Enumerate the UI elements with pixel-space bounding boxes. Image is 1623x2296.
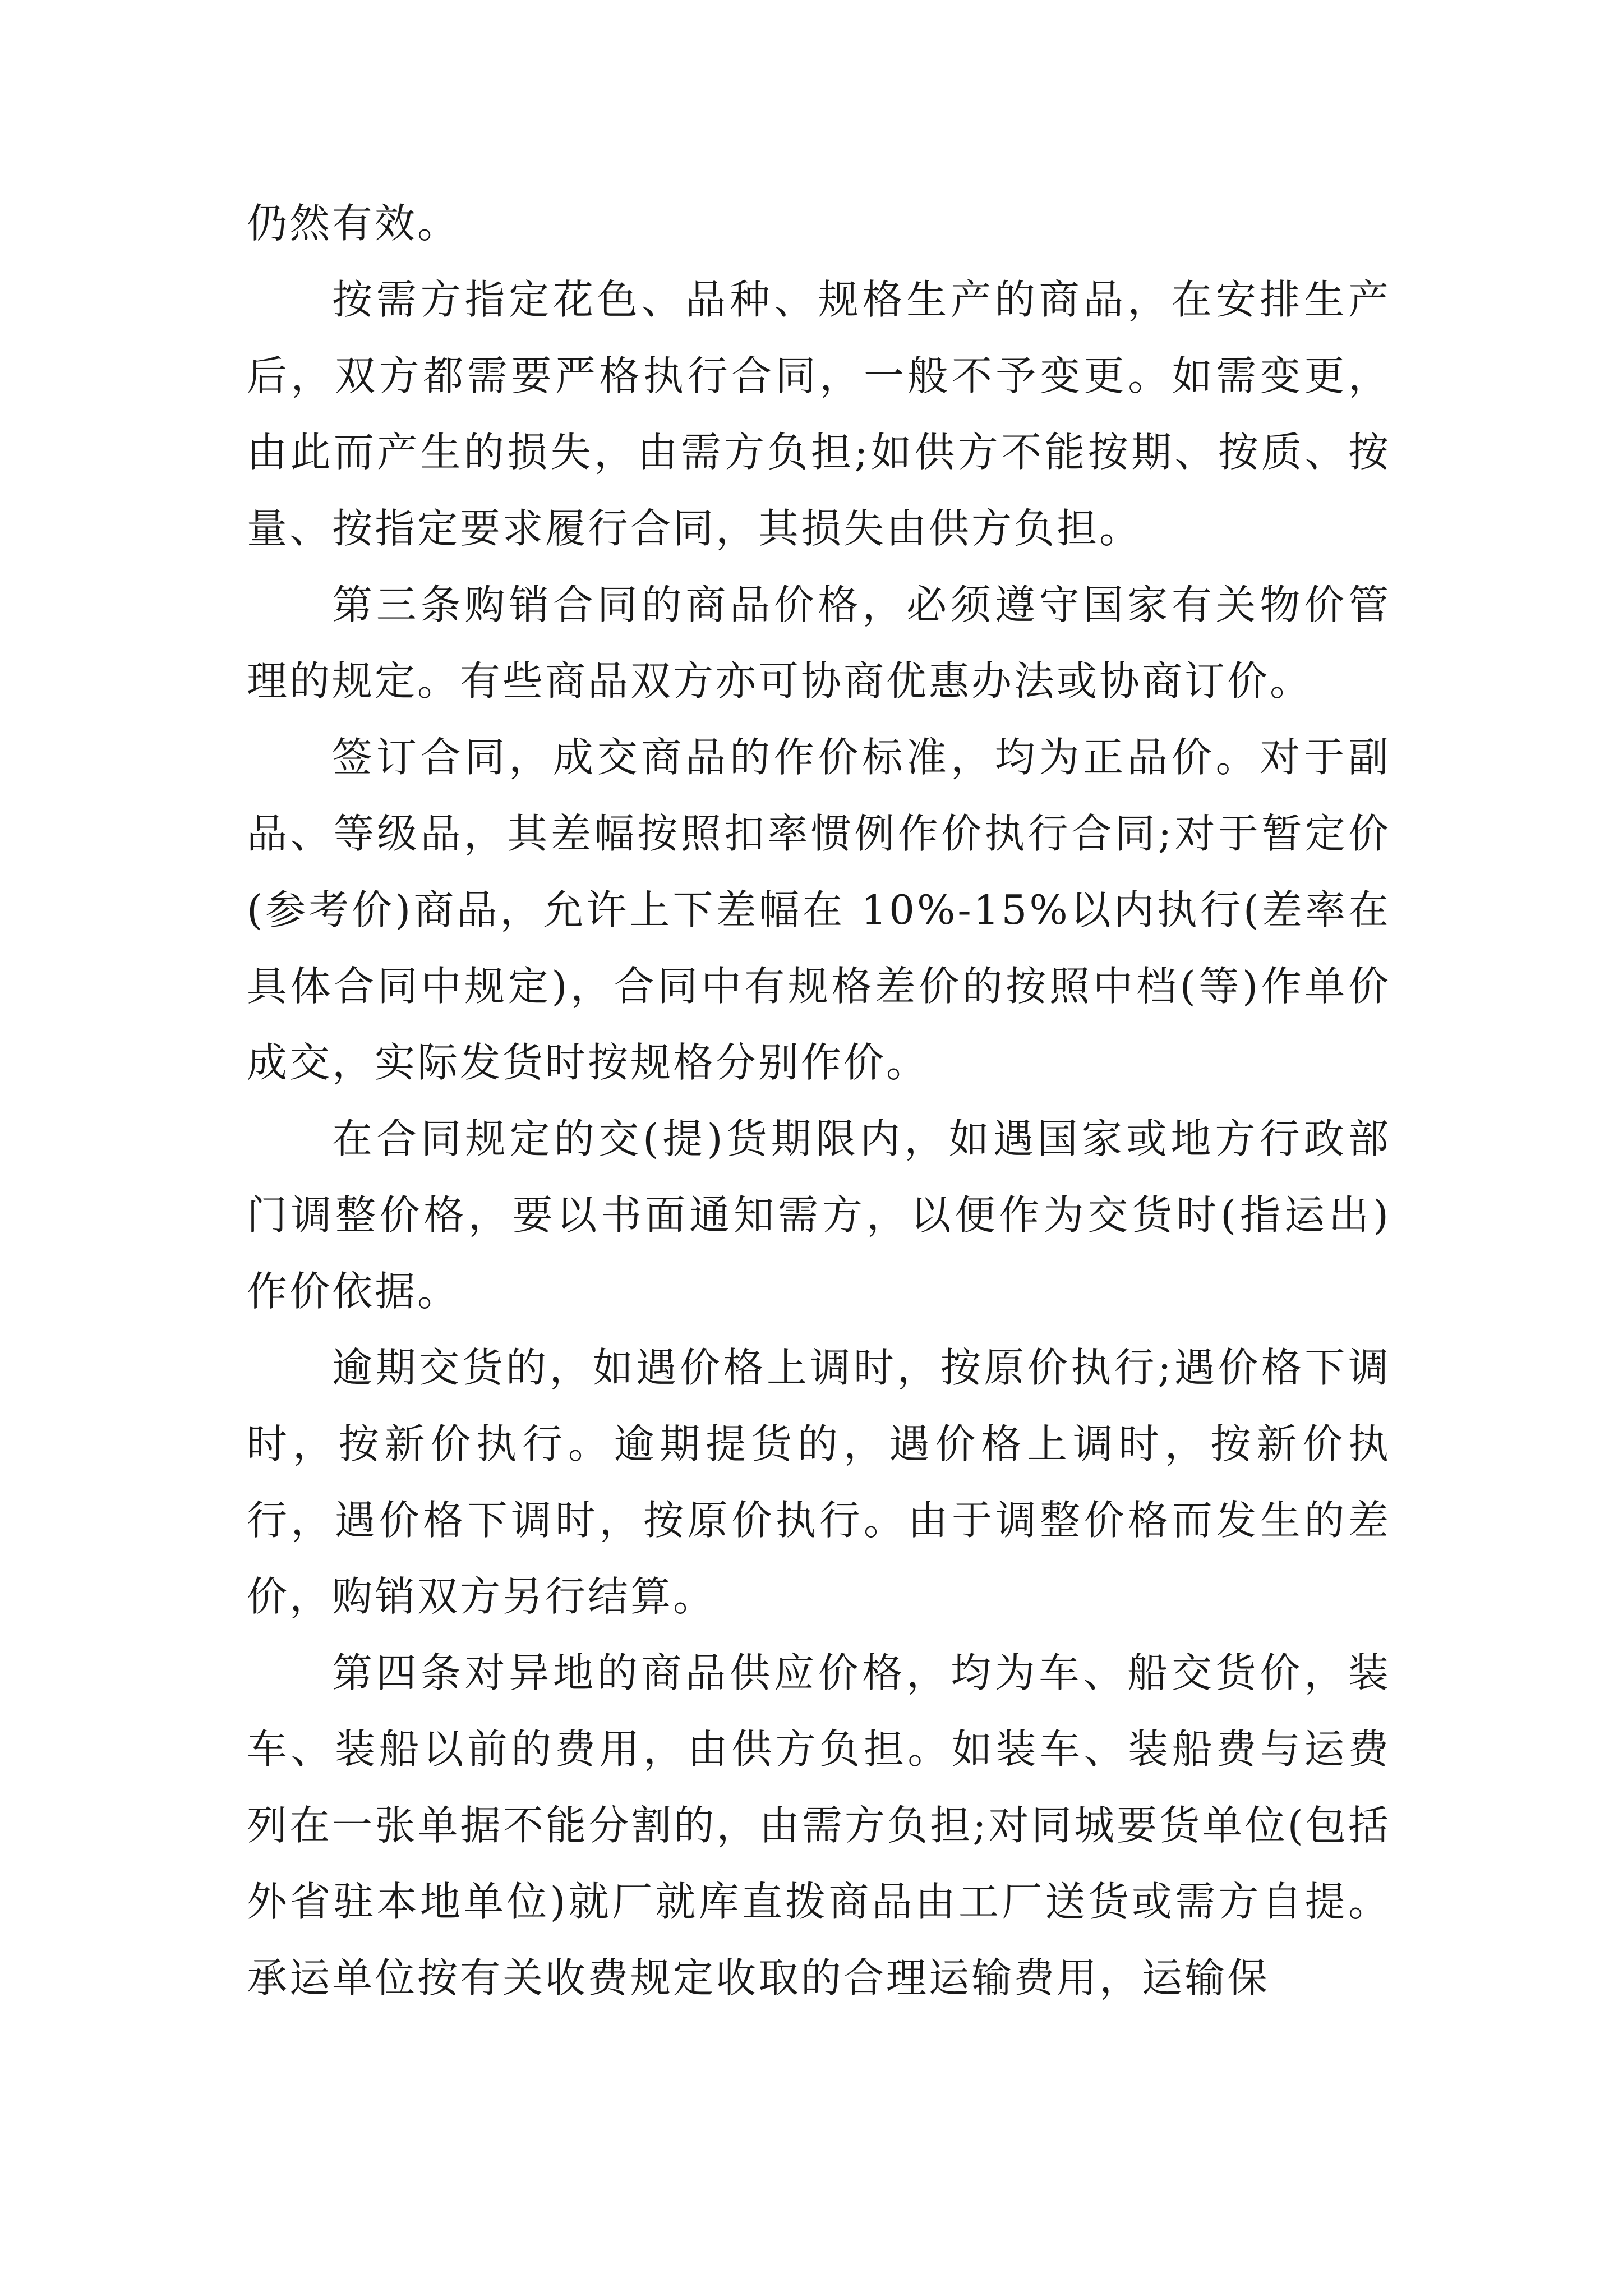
paragraph-5: 在合同规定的交(提)货期限内，如遇国家或地方行政部门调整价格，要以书面通知需方，以便作为交货时(指运出)作价依据。 [247,1115,1391,1315]
paragraph-1: 仍然有效。 [247,200,460,247]
paragraph-3: 第三条购销合同的商品价格，必须遵守国家有关物价管理的规定。有些商品双方亦可协商优惠办法或协商订价。 [247,581,1391,705]
document-body [247,185,1391,2016]
paragraph-6: 逾期交货的，如遇价格上调时，按原价执行;遇价格下调时，按新价执行。逾期提货的，遇价格上调时，按新价执行，遇价格下调时，按原价执行。由于调整价格而发生的差价，购销双方另行结算。 [247,1344,1391,1620]
paragraph-4: 签订合同，成交商品的作价标准，均为正品价。对于副品、等级品，其差幅按照扣率惯例作价执行合同;对于暂定价(参考价)商品，允许上下差幅在 10%-15%以内执行(差率在具体合同中规定)，合同中有规格差价的按照中档(等)作单价成交，实际发货时按规格分别作价。 [247,734,1391,1086]
paragraph-7: 第四条对异地的商品供应价格，均为车、船交货价，装车、装船以前的费用，由供方负担。如装车、装船费与运费列在一张单据不能分割的，由需方负担;对同城要货单位(包括外省驻本地单位)就厂就库直拨商品由工厂送货或需方自提。承运单位按有关收费规定收取的合理运输费用，运输保 [247,1649,1391,2001]
paragraph-2: 按需方指定花色、品种、规格生产的商品，在安排生产后，双方都需要严格执行合同，一般不予变更。如需变更，由此而产生的损失，由需方负担;如供方不能按期、按质、按量、按指定要求履行合同，其损失由供方负担。 [247,276,1391,552]
